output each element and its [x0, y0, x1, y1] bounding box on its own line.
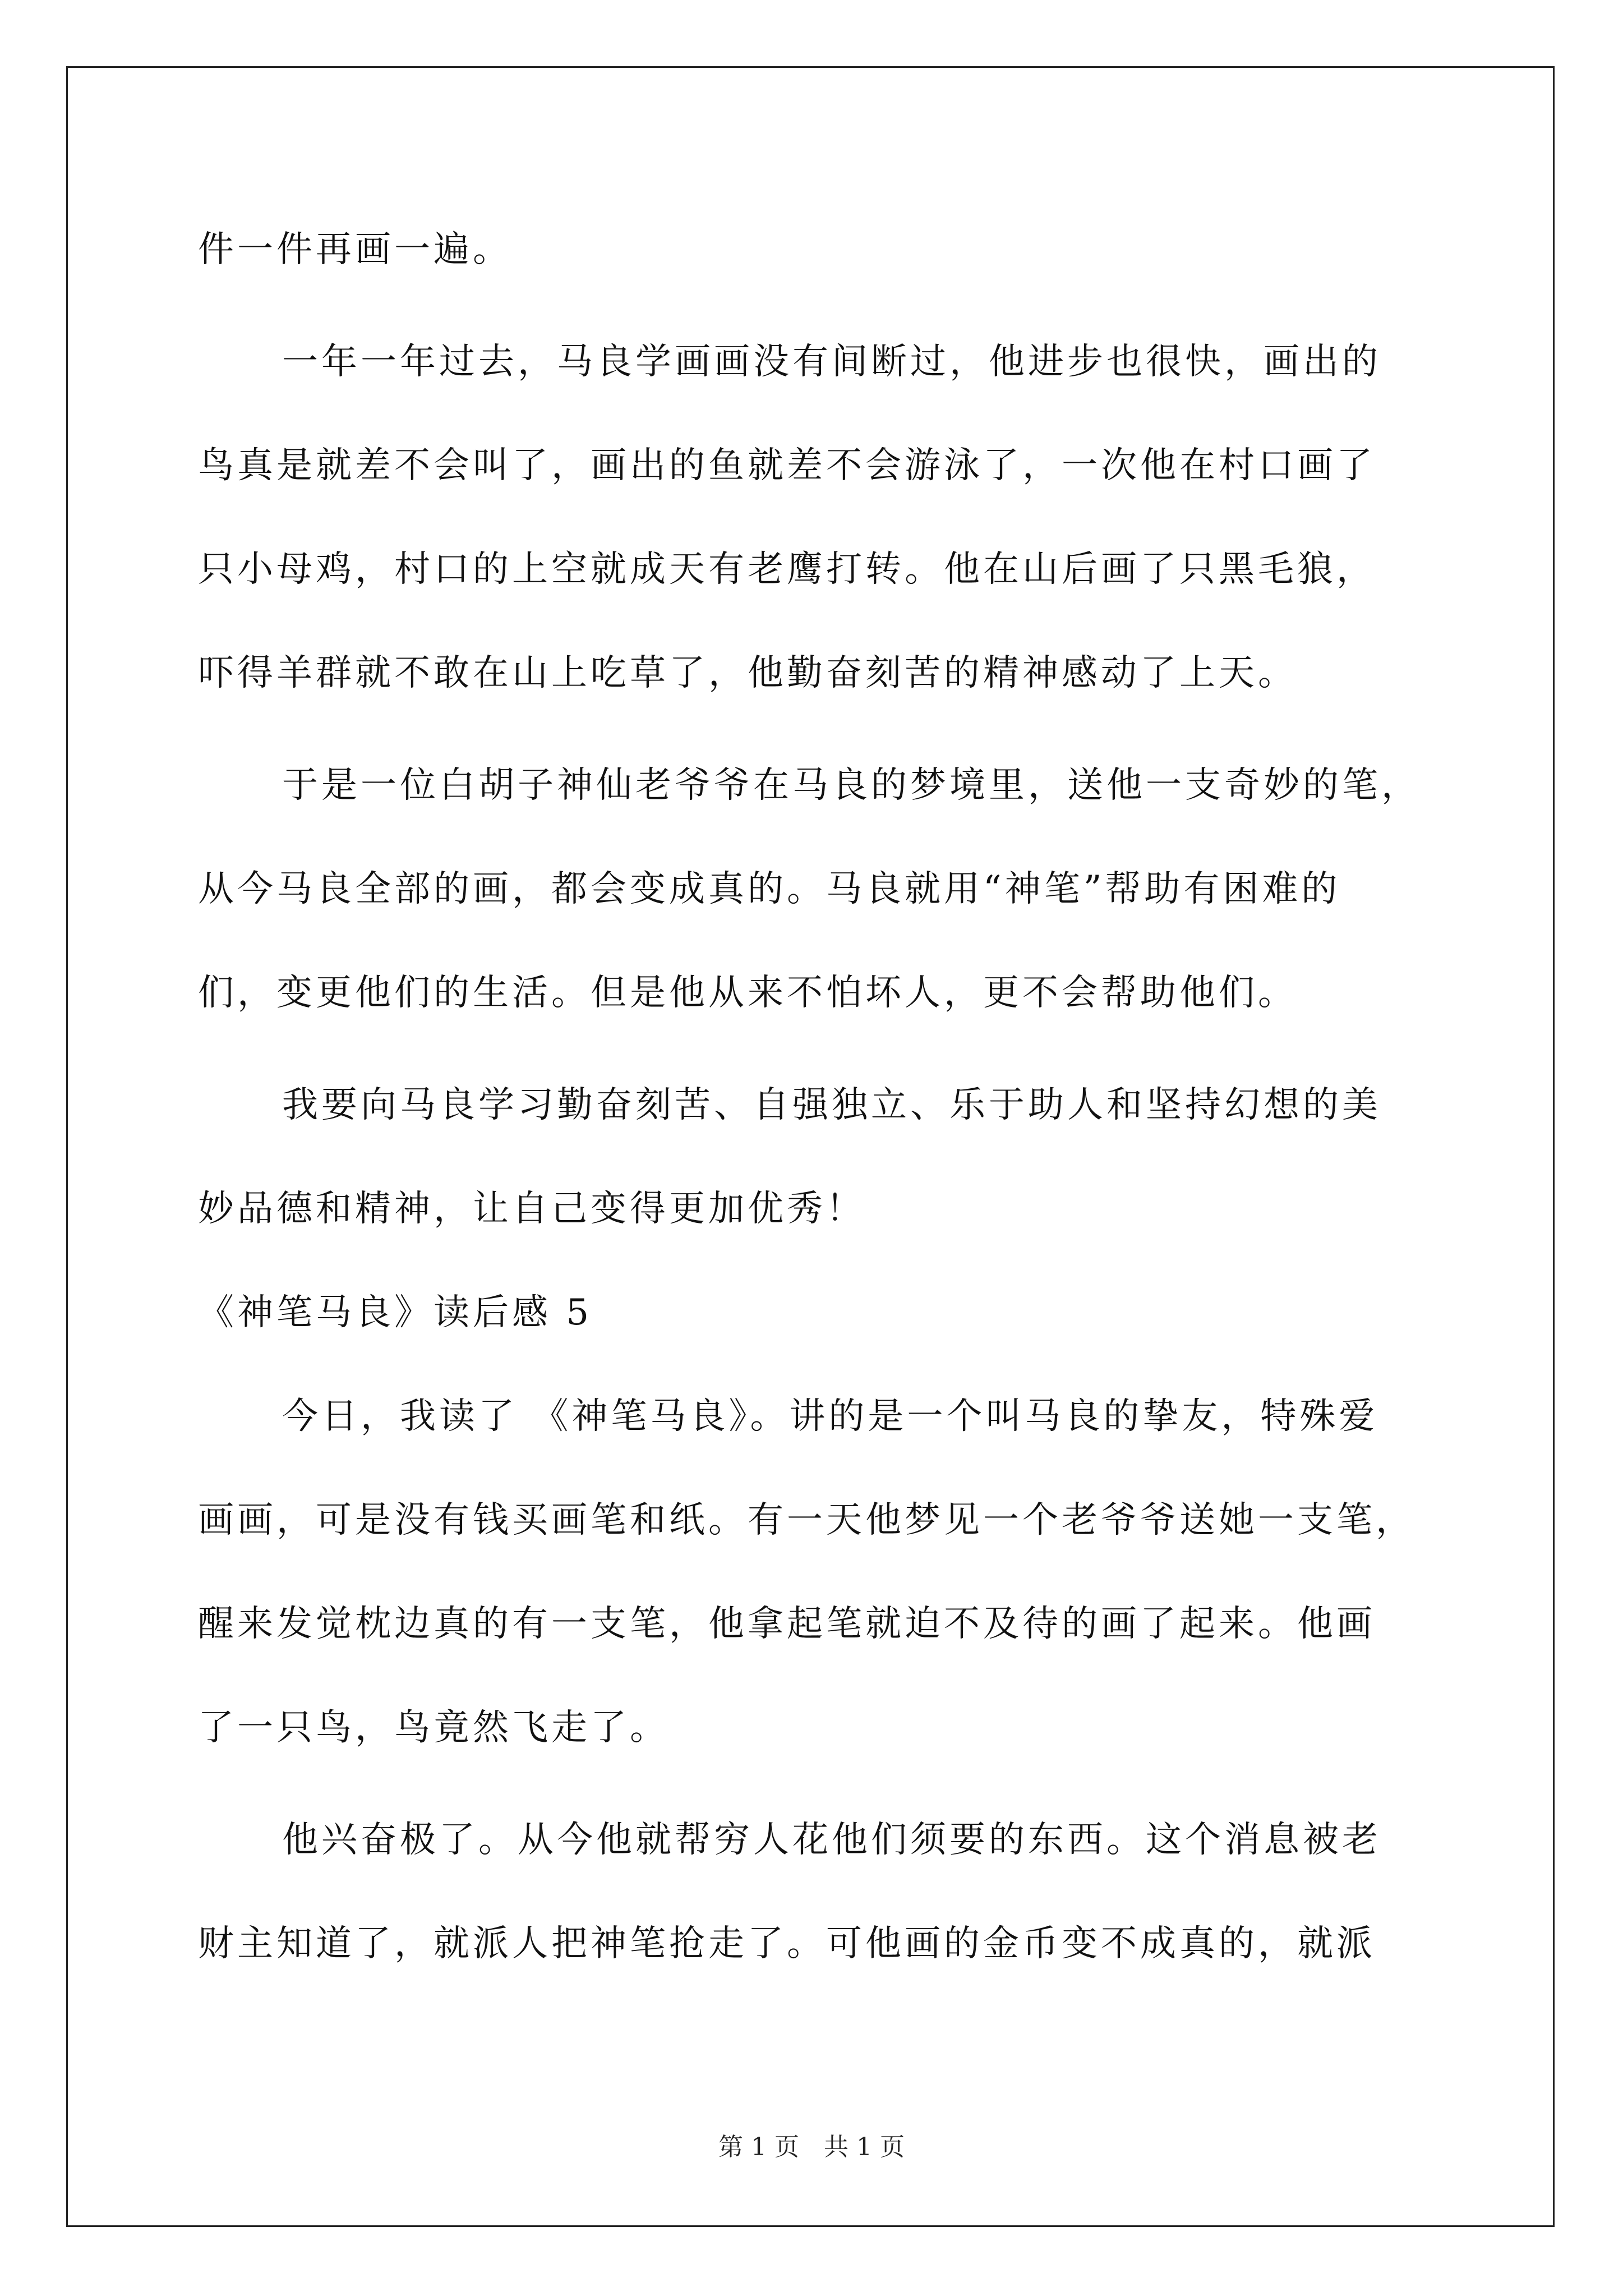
paragraph-start-line: 我要向马良学习勤奋刻苦、自强独立、乐于助人和坚持幻想的美: [282, 1084, 1381, 1126]
text-line: 只小母鸡，村口的上空就成天有老鹰打转。他在山后画了只黑毛狼，: [198, 549, 1376, 590]
text-line: 醒来发觉枕边真的有一支笔，他拿起笔就迫不及待的画了起来。他画: [198, 1603, 1376, 1645]
page-footer: 第 1 页 共 1 页: [718, 2133, 905, 2161]
text-line: 画画，可是没有钱买画笔和纸。有一天他梦见一个老爷爷送她一支笔，: [198, 1499, 1415, 1541]
text-line: 了一只鸟，鸟竟然飞走了。: [198, 1707, 669, 1749]
text-line: 吓得羊群就不敢在山上吃草了，他勤奋刻苦的精神感动了上天。: [198, 652, 1297, 694]
text-line: 妙品德和精神，让自己变得更加优秀！: [198, 1188, 865, 1230]
paragraph-start-line: 一年一年过去，马良学画画没有间断过，他进步也很快，画出的: [282, 341, 1381, 383]
text-line: 鸟真是就差不会叫了，画出的鱼就差不会游泳了，一次他在村口画了: [198, 445, 1376, 486]
text-line: 从今马良全部的画，都会变成真的。马良就用“神笔”帮助有困难的: [198, 868, 1341, 910]
text-line: 财主知道了，就派人把神笔抢走了。可他画的金币变不成真的，就派: [198, 1923, 1376, 1964]
paragraph-start-line: 今日，我读了 《神笔马良》。讲的是一个叫马良的挚友，特殊爱: [282, 1396, 1378, 1437]
text-line: 们，变更他们的生活。但是他从来不怕坏人，更不会帮助他们。: [198, 972, 1297, 1014]
paragraph-start-line: 于是一位白胡子神仙老爷爷在马良的梦境里，送他一支奇妙的笔，: [282, 765, 1421, 806]
page-border: [66, 66, 1555, 2227]
paragraph-start-line: 他兴奋极了。从今他就帮穷人花他们须要的东西。这个消息被老: [282, 1819, 1381, 1861]
text-line: 件一件再画一遍。: [198, 229, 512, 270]
section-heading: 《神笔马良》读后感 5: [198, 1292, 593, 1333]
